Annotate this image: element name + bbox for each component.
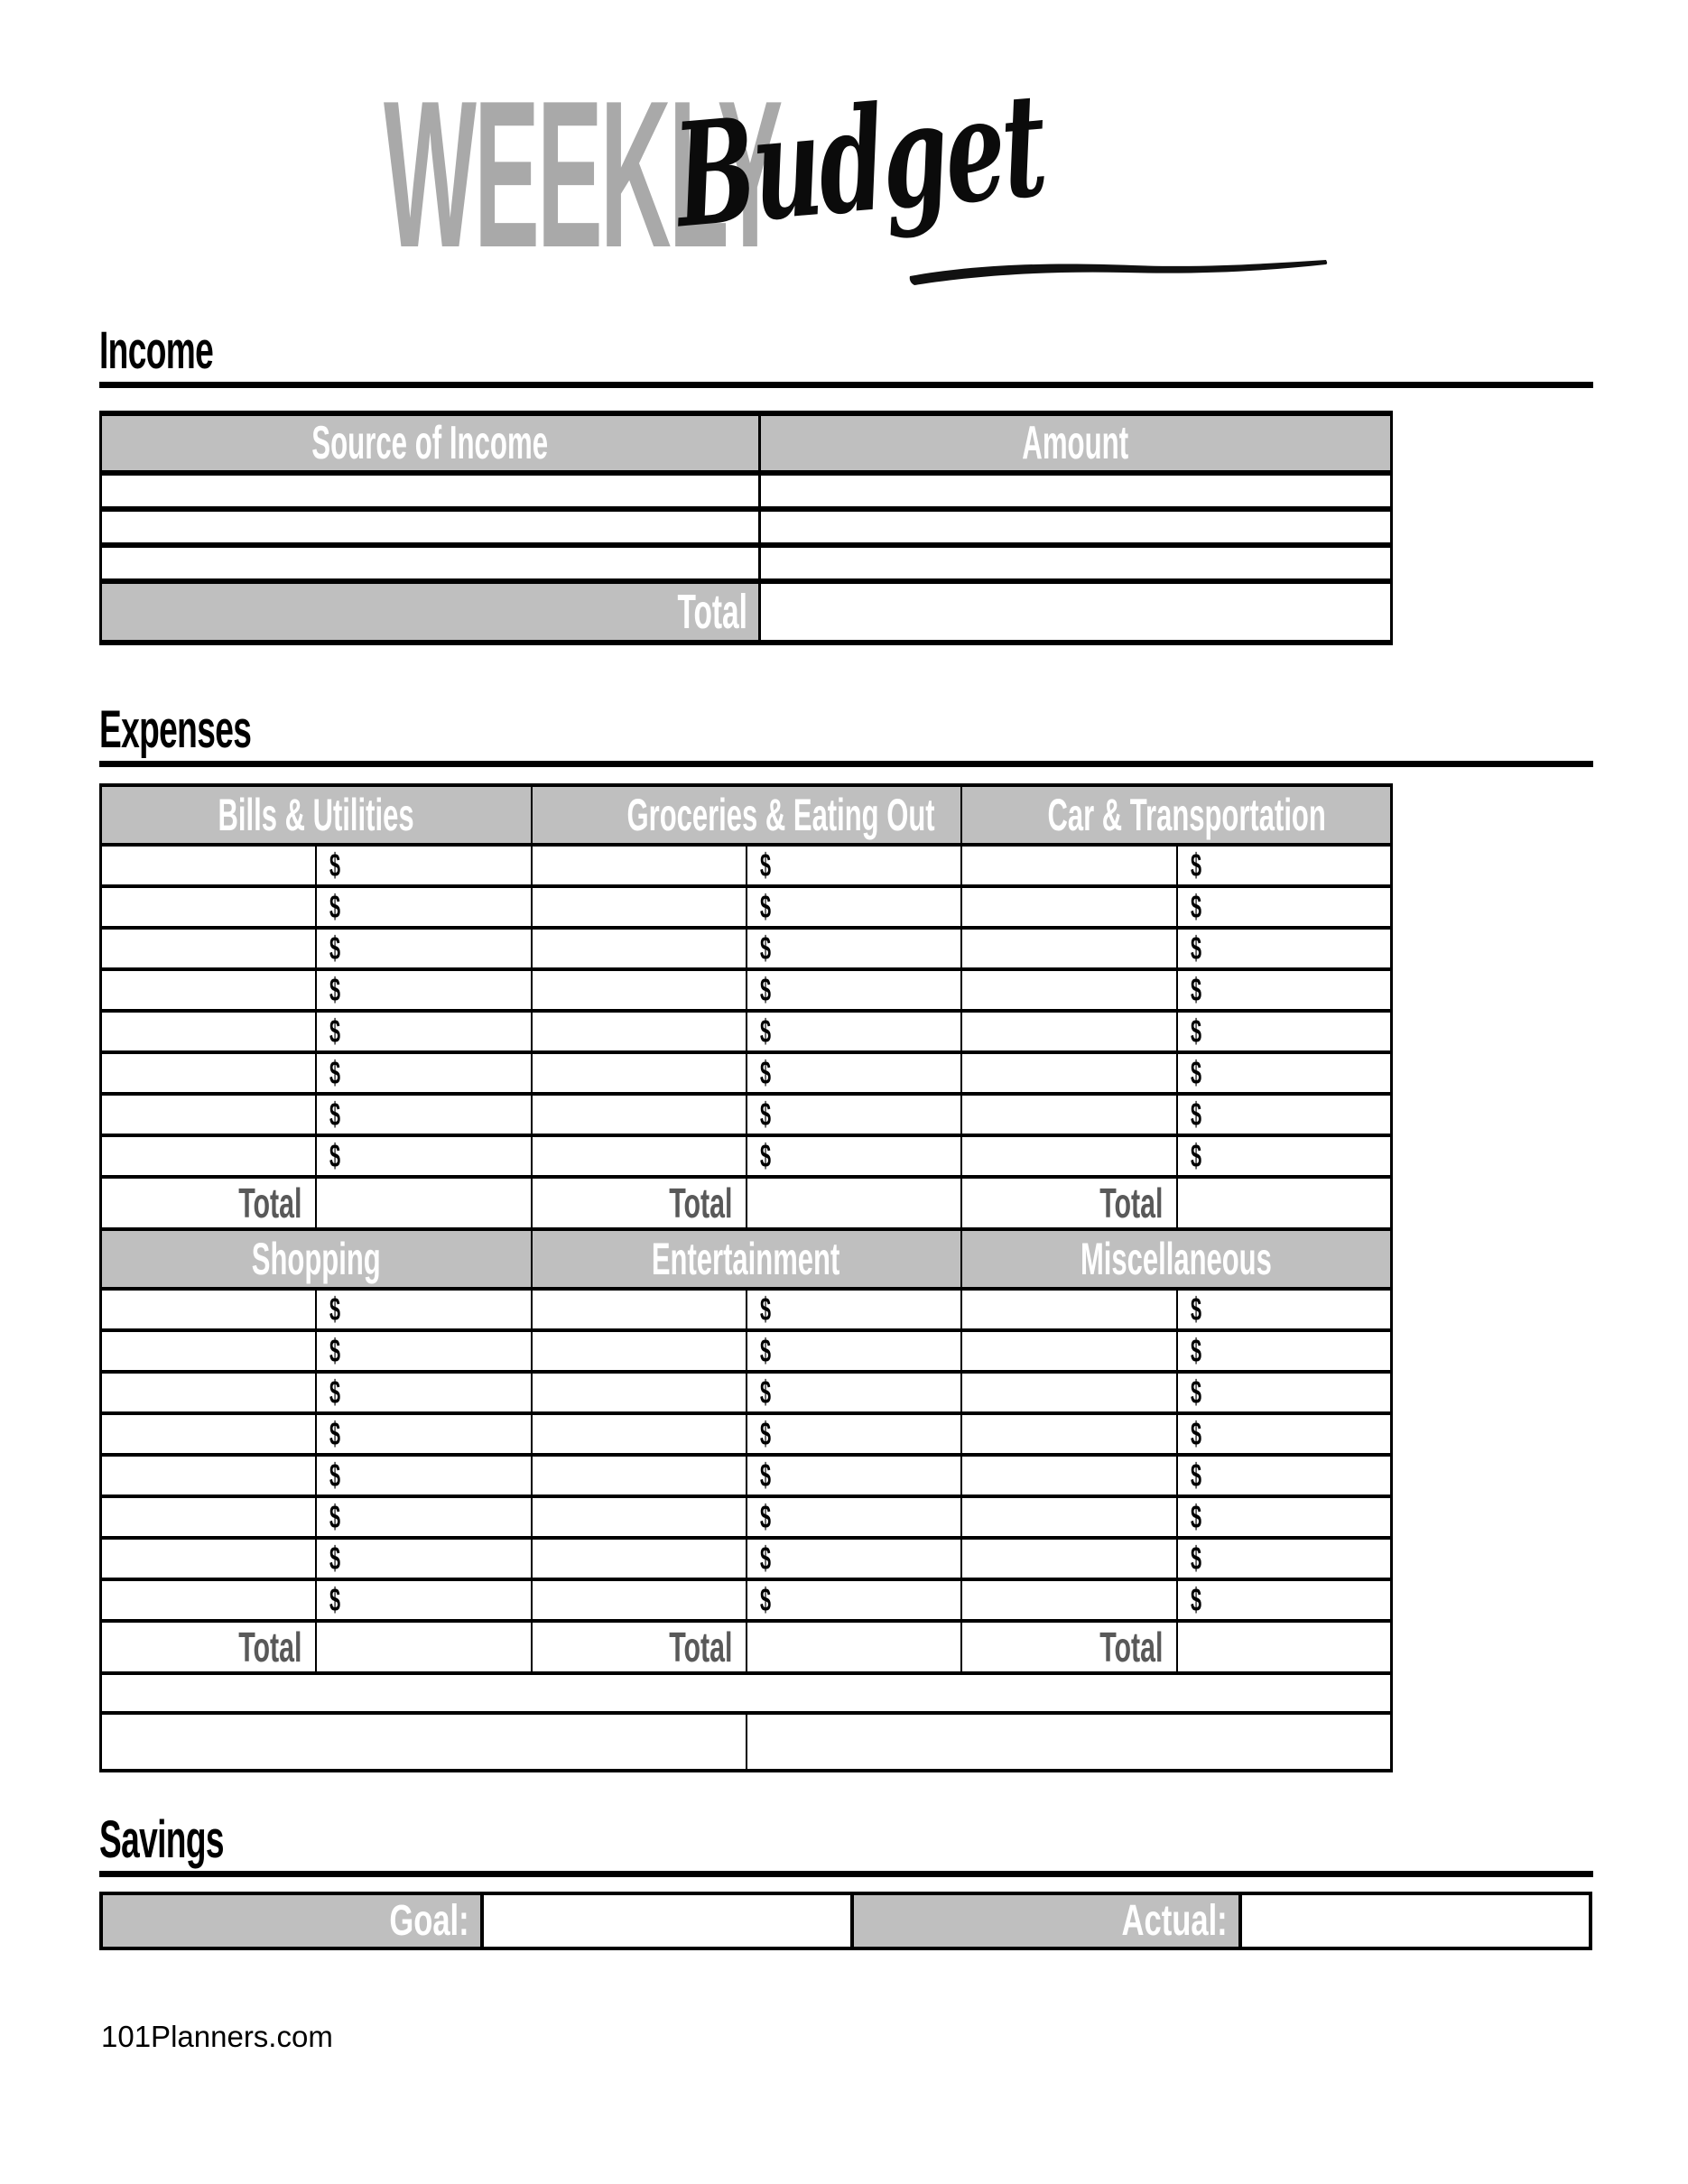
expense-amount-cell[interactable] (1177, 1330, 1392, 1372)
expense-amount-cell[interactable] (747, 1496, 961, 1538)
currency-symbol: $ (329, 1498, 340, 1535)
income-source-cell[interactable] (101, 509, 760, 545)
currency-symbol: $ (759, 971, 771, 1008)
expense-amount-cell[interactable] (316, 1052, 532, 1094)
currency-symbol: $ (1190, 971, 1201, 1008)
expense-item-cell[interactable] (961, 969, 1177, 1011)
category-total-label: Total (1099, 1624, 1164, 1670)
currency-symbol: $ (759, 1415, 771, 1452)
category-header-entertainment: Entertainment (532, 1229, 961, 1289)
expense-item-cell[interactable] (961, 1330, 1177, 1372)
currency-symbol: $ (329, 971, 340, 1008)
currency-symbol: $ (759, 930, 771, 967)
income-table (99, 411, 1393, 645)
expense-amount-cell[interactable] (1177, 1413, 1392, 1455)
expense-row (101, 1413, 1392, 1455)
expense-item-cell[interactable] (101, 1538, 316, 1579)
source-of-income-header: Source of Income (101, 413, 760, 473)
income-total-value-cell[interactable] (760, 581, 1392, 643)
expense-amount-cell[interactable] (1177, 845, 1392, 886)
expenses-table (99, 783, 1393, 1772)
expense-item-cell[interactable] (961, 1372, 1177, 1413)
expense-amount-cell[interactable] (316, 1330, 532, 1372)
category-total-value-cell[interactable] (1177, 1621, 1392, 1673)
goal-label: Goal: (389, 1897, 469, 1945)
currency-symbol: $ (759, 1498, 771, 1535)
savings-rule (99, 1871, 1593, 1877)
category-total-label-cell (101, 1177, 316, 1229)
expense-row (101, 886, 1392, 928)
expense-item-cell[interactable] (101, 969, 316, 1011)
expense-row (101, 845, 1392, 886)
expense-row (101, 1579, 1392, 1621)
currency-symbol: $ (329, 888, 340, 925)
expense-item-cell[interactable] (101, 1579, 316, 1621)
currency-symbol: $ (1190, 1540, 1201, 1577)
currency-symbol: $ (759, 1054, 771, 1091)
income-rule (99, 382, 1593, 388)
expense-item-cell[interactable] (961, 1289, 1177, 1330)
currency-symbol: $ (759, 1540, 771, 1577)
currency-symbol: $ (1190, 1291, 1201, 1328)
expense-amount-cell[interactable] (1177, 1538, 1392, 1579)
category-total-label: Total (669, 1180, 733, 1226)
expense-row (101, 1330, 1392, 1372)
expense-item-cell[interactable] (532, 845, 747, 886)
expense-item-cell[interactable] (101, 1496, 316, 1538)
category-total-label-cell (101, 1621, 316, 1673)
currency-symbol: $ (329, 930, 340, 967)
expense-item-cell[interactable] (101, 1011, 316, 1052)
expense-amount-cell[interactable] (747, 1094, 961, 1135)
income-amount-cell[interactable] (760, 473, 1392, 509)
currency-symbol: $ (1190, 930, 1201, 967)
category-header-car-transportation: Car & Transportation (961, 785, 1392, 845)
expense-amount-cell[interactable] (747, 1455, 961, 1496)
expense-item-cell[interactable] (101, 1052, 316, 1094)
expense-amount-cell[interactable] (747, 1135, 961, 1177)
expense-item-cell[interactable] (532, 1052, 747, 1094)
savings-table (99, 1892, 1592, 1950)
category-header-groceries-eating-out: Groceries & Eating Out (532, 785, 961, 845)
expense-item-cell[interactable] (101, 845, 316, 886)
expense-row (101, 1538, 1392, 1579)
category-total-label-cell (961, 1621, 1177, 1673)
expenses-heading: Expenses (99, 700, 252, 759)
category-total-value-cell[interactable] (316, 1621, 532, 1673)
income-row (101, 509, 1392, 545)
expense-row (101, 1135, 1392, 1177)
currency-symbol: $ (1190, 1374, 1201, 1411)
category-total-value-cell[interactable] (1177, 1177, 1392, 1229)
expense-amount-cell[interactable] (316, 1496, 532, 1538)
category-total-label: Total (238, 1180, 302, 1226)
expense-row (101, 1372, 1392, 1413)
expense-amount-cell[interactable] (747, 845, 961, 886)
category-header-miscellaneous: Miscellaneous (961, 1229, 1392, 1289)
expense-amount-cell[interactable] (747, 1289, 961, 1330)
category-total-label: Total (1099, 1180, 1164, 1226)
currency-symbol: $ (759, 1581, 771, 1618)
currency-symbol: $ (329, 1291, 340, 1328)
footer-site-text: 101Planners.com (101, 2020, 333, 2053)
category-header-shopping: Shopping (101, 1229, 532, 1289)
expense-amount-cell[interactable] (747, 1579, 961, 1621)
expense-amount-cell[interactable] (316, 1011, 532, 1052)
expense-row (101, 1496, 1392, 1538)
expense-item-cell[interactable] (961, 1413, 1177, 1455)
expense-amount-cell[interactable] (316, 1413, 532, 1455)
category-total-value-cell[interactable] (316, 1177, 532, 1229)
expense-amount-cell[interactable] (1177, 1052, 1392, 1094)
expense-amount-cell[interactable] (1177, 969, 1392, 1011)
currency-symbol: $ (759, 1291, 771, 1328)
expense-item-cell[interactable] (532, 969, 747, 1011)
income-amount-cell[interactable] (760, 509, 1392, 545)
total-expenses-label-cell (101, 1713, 747, 1771)
actual-value-cell[interactable] (1240, 1893, 1591, 1948)
expense-item-cell[interactable] (961, 1538, 1177, 1579)
expense-item-cell[interactable] (101, 1135, 316, 1177)
expense-item-cell[interactable] (532, 1094, 747, 1135)
expense-item-cell[interactable] (532, 1496, 747, 1538)
expense-item-cell[interactable] (961, 1135, 1177, 1177)
expense-item-cell[interactable] (532, 1011, 747, 1052)
income-total-label-cell (101, 581, 760, 643)
expense-amount-cell[interactable] (1177, 1455, 1392, 1496)
expense-amount-cell[interactable] (1177, 1579, 1392, 1621)
expense-item-cell[interactable] (532, 1289, 747, 1330)
income-heading: Income (99, 321, 214, 380)
expense-amount-cell[interactable] (316, 969, 532, 1011)
currency-symbol: $ (329, 847, 340, 884)
expense-item-cell[interactable] (961, 1094, 1177, 1135)
expense-row (101, 1289, 1392, 1330)
income-source-cell[interactable] (101, 473, 760, 509)
expense-amount-cell[interactable] (316, 1372, 532, 1413)
expense-item-cell[interactable] (532, 1372, 747, 1413)
title-budget: Budget (668, 61, 1051, 261)
goal-label-cell (101, 1893, 482, 1948)
currency-symbol: $ (759, 1332, 771, 1369)
goal-value-cell[interactable] (482, 1893, 852, 1948)
expense-item-cell[interactable] (961, 1011, 1177, 1052)
category-total-label: Total (238, 1624, 302, 1670)
expense-amount-cell[interactable] (1177, 1289, 1392, 1330)
category-total-label: Total (669, 1624, 733, 1670)
expense-category-header-row (101, 785, 1392, 845)
currency-symbol: $ (329, 1013, 340, 1050)
expense-amount-cell[interactable] (747, 1011, 961, 1052)
currency-symbol: $ (1190, 1054, 1201, 1091)
expense-item-cell[interactable] (961, 928, 1177, 969)
category-total-row (101, 1621, 1392, 1673)
spacer-row (101, 1673, 1392, 1713)
expense-amount-cell[interactable] (1177, 1011, 1392, 1052)
currency-symbol: $ (1190, 1581, 1201, 1618)
expense-amount-cell[interactable] (1177, 1094, 1392, 1135)
currency-symbol: $ (1190, 888, 1201, 925)
expense-amount-cell[interactable] (316, 1135, 532, 1177)
currency-symbol: $ (759, 1374, 771, 1411)
expense-amount-cell[interactable] (747, 1538, 961, 1579)
expense-item-cell[interactable] (101, 928, 316, 969)
currency-symbol: $ (329, 1137, 340, 1174)
currency-symbol: $ (1190, 1415, 1201, 1452)
expense-amount-cell[interactable] (1177, 1496, 1392, 1538)
expense-amount-cell[interactable] (316, 1538, 532, 1579)
expense-item-cell[interactable] (961, 1496, 1177, 1538)
category-total-label-cell (532, 1621, 747, 1673)
amount-header: Amount (760, 413, 1392, 473)
expense-item-cell[interactable] (532, 1579, 747, 1621)
income-total-row (101, 581, 1392, 643)
expense-amount-cell[interactable] (1177, 1372, 1392, 1413)
expense-item-cell[interactable] (101, 1413, 316, 1455)
expense-amount-cell[interactable] (747, 886, 961, 928)
currency-symbol: $ (329, 1540, 340, 1577)
actual-label: Actual: (1121, 1897, 1228, 1945)
expense-item-cell[interactable] (532, 1330, 747, 1372)
expense-amount-cell[interactable] (747, 1330, 961, 1372)
income-row (101, 473, 1392, 509)
currency-symbol: $ (329, 1096, 340, 1133)
income-source-cell[interactable] (101, 545, 760, 581)
savings-row (101, 1893, 1591, 1948)
category-total-value-cell[interactable] (747, 1621, 961, 1673)
expense-row (101, 969, 1392, 1011)
category-total-value-cell[interactable] (747, 1177, 961, 1229)
income-row (101, 545, 1392, 581)
expense-item-cell[interactable] (532, 1135, 747, 1177)
expense-category-header-row (101, 1229, 1392, 1289)
currency-symbol: $ (329, 1581, 340, 1618)
category-total-label-cell (961, 1177, 1177, 1229)
expense-item-cell[interactable] (961, 1579, 1177, 1621)
expense-item-cell[interactable] (532, 928, 747, 969)
expense-item-cell[interactable] (532, 1538, 747, 1579)
currency-symbol: $ (1190, 1137, 1201, 1174)
currency-symbol: $ (759, 847, 771, 884)
expense-amount-cell[interactable] (1177, 886, 1392, 928)
expense-item-cell[interactable] (101, 1330, 316, 1372)
category-total-label-cell (532, 1177, 747, 1229)
expenses-rule (99, 761, 1593, 767)
currency-symbol: $ (329, 1457, 340, 1494)
currency-symbol: $ (759, 1013, 771, 1050)
expense-item-cell[interactable] (101, 1094, 316, 1135)
expense-amount-cell[interactable] (747, 969, 961, 1011)
currency-symbol: $ (759, 888, 771, 925)
total-expenses-row (101, 1713, 1392, 1771)
expense-amount-cell[interactable] (316, 845, 532, 886)
expense-row (101, 1052, 1392, 1094)
expense-item-cell[interactable] (532, 1455, 747, 1496)
expense-item-cell[interactable] (532, 1413, 747, 1455)
currency-symbol: $ (329, 1415, 340, 1452)
expense-amount-cell[interactable] (747, 928, 961, 969)
expense-row (101, 1455, 1392, 1496)
category-header-bills-utilities: Bills & Utilities (101, 785, 532, 845)
expense-row (101, 928, 1392, 969)
currency-symbol: $ (1190, 1457, 1201, 1494)
income-total-label: Total (677, 585, 747, 639)
expense-item-cell[interactable] (101, 1289, 316, 1330)
income-amount-cell[interactable] (760, 545, 1392, 581)
currency-symbol: $ (329, 1332, 340, 1369)
expense-item-cell[interactable] (961, 1052, 1177, 1094)
expense-amount-cell[interactable] (1177, 928, 1392, 969)
currency-symbol: $ (759, 1096, 771, 1133)
income-header-row (101, 413, 1392, 473)
currency-symbol: $ (1190, 847, 1201, 884)
expense-amount-cell[interactable] (316, 1094, 532, 1135)
expense-item-cell[interactable] (532, 886, 747, 928)
currency-symbol: $ (1190, 1096, 1201, 1133)
total-expenses-label: Total Expenses (507, 1716, 733, 1768)
expense-amount-cell[interactable] (747, 1372, 961, 1413)
currency-symbol: $ (329, 1374, 340, 1411)
currency-symbol: $ (759, 1457, 771, 1494)
title-weekly: WEEKLY (384, 58, 781, 292)
expense-amount-cell[interactable] (316, 1455, 532, 1496)
savings-section (99, 1810, 1593, 1945)
expense-amount-cell[interactable] (1177, 1135, 1392, 1177)
expense-amount-cell[interactable] (316, 1579, 532, 1621)
expense-item-cell[interactable] (101, 886, 316, 928)
income-section (99, 321, 1593, 639)
expenses-section (99, 700, 1593, 1768)
expense-item-cell[interactable] (961, 1455, 1177, 1496)
title-flourish-line (907, 251, 1331, 291)
currency-symbol: $ (1190, 1332, 1201, 1369)
expense-item-cell[interactable] (101, 1372, 316, 1413)
actual-label-cell (852, 1893, 1240, 1948)
currency-symbol: $ (759, 1137, 771, 1174)
currency-symbol: $ (1190, 1498, 1201, 1535)
expense-item-cell[interactable] (961, 886, 1177, 928)
spacer-cell (101, 1673, 1392, 1713)
expense-row (101, 1011, 1392, 1052)
total-expenses-value-cell[interactable] (747, 1713, 1392, 1771)
expense-amount-cell[interactable] (316, 1289, 532, 1330)
expense-amount-cell[interactable] (747, 1052, 961, 1094)
savings-heading: Savings (99, 1810, 224, 1869)
currency-symbol: $ (329, 1054, 340, 1091)
category-total-row (101, 1177, 1392, 1229)
expense-item-cell[interactable] (101, 1455, 316, 1496)
expense-item-cell[interactable] (961, 845, 1177, 886)
expense-row (101, 1094, 1392, 1135)
expense-amount-cell[interactable] (747, 1413, 961, 1455)
currency-symbol: $ (1190, 1013, 1201, 1050)
expense-amount-cell[interactable] (316, 886, 532, 928)
expense-amount-cell[interactable] (316, 928, 532, 969)
